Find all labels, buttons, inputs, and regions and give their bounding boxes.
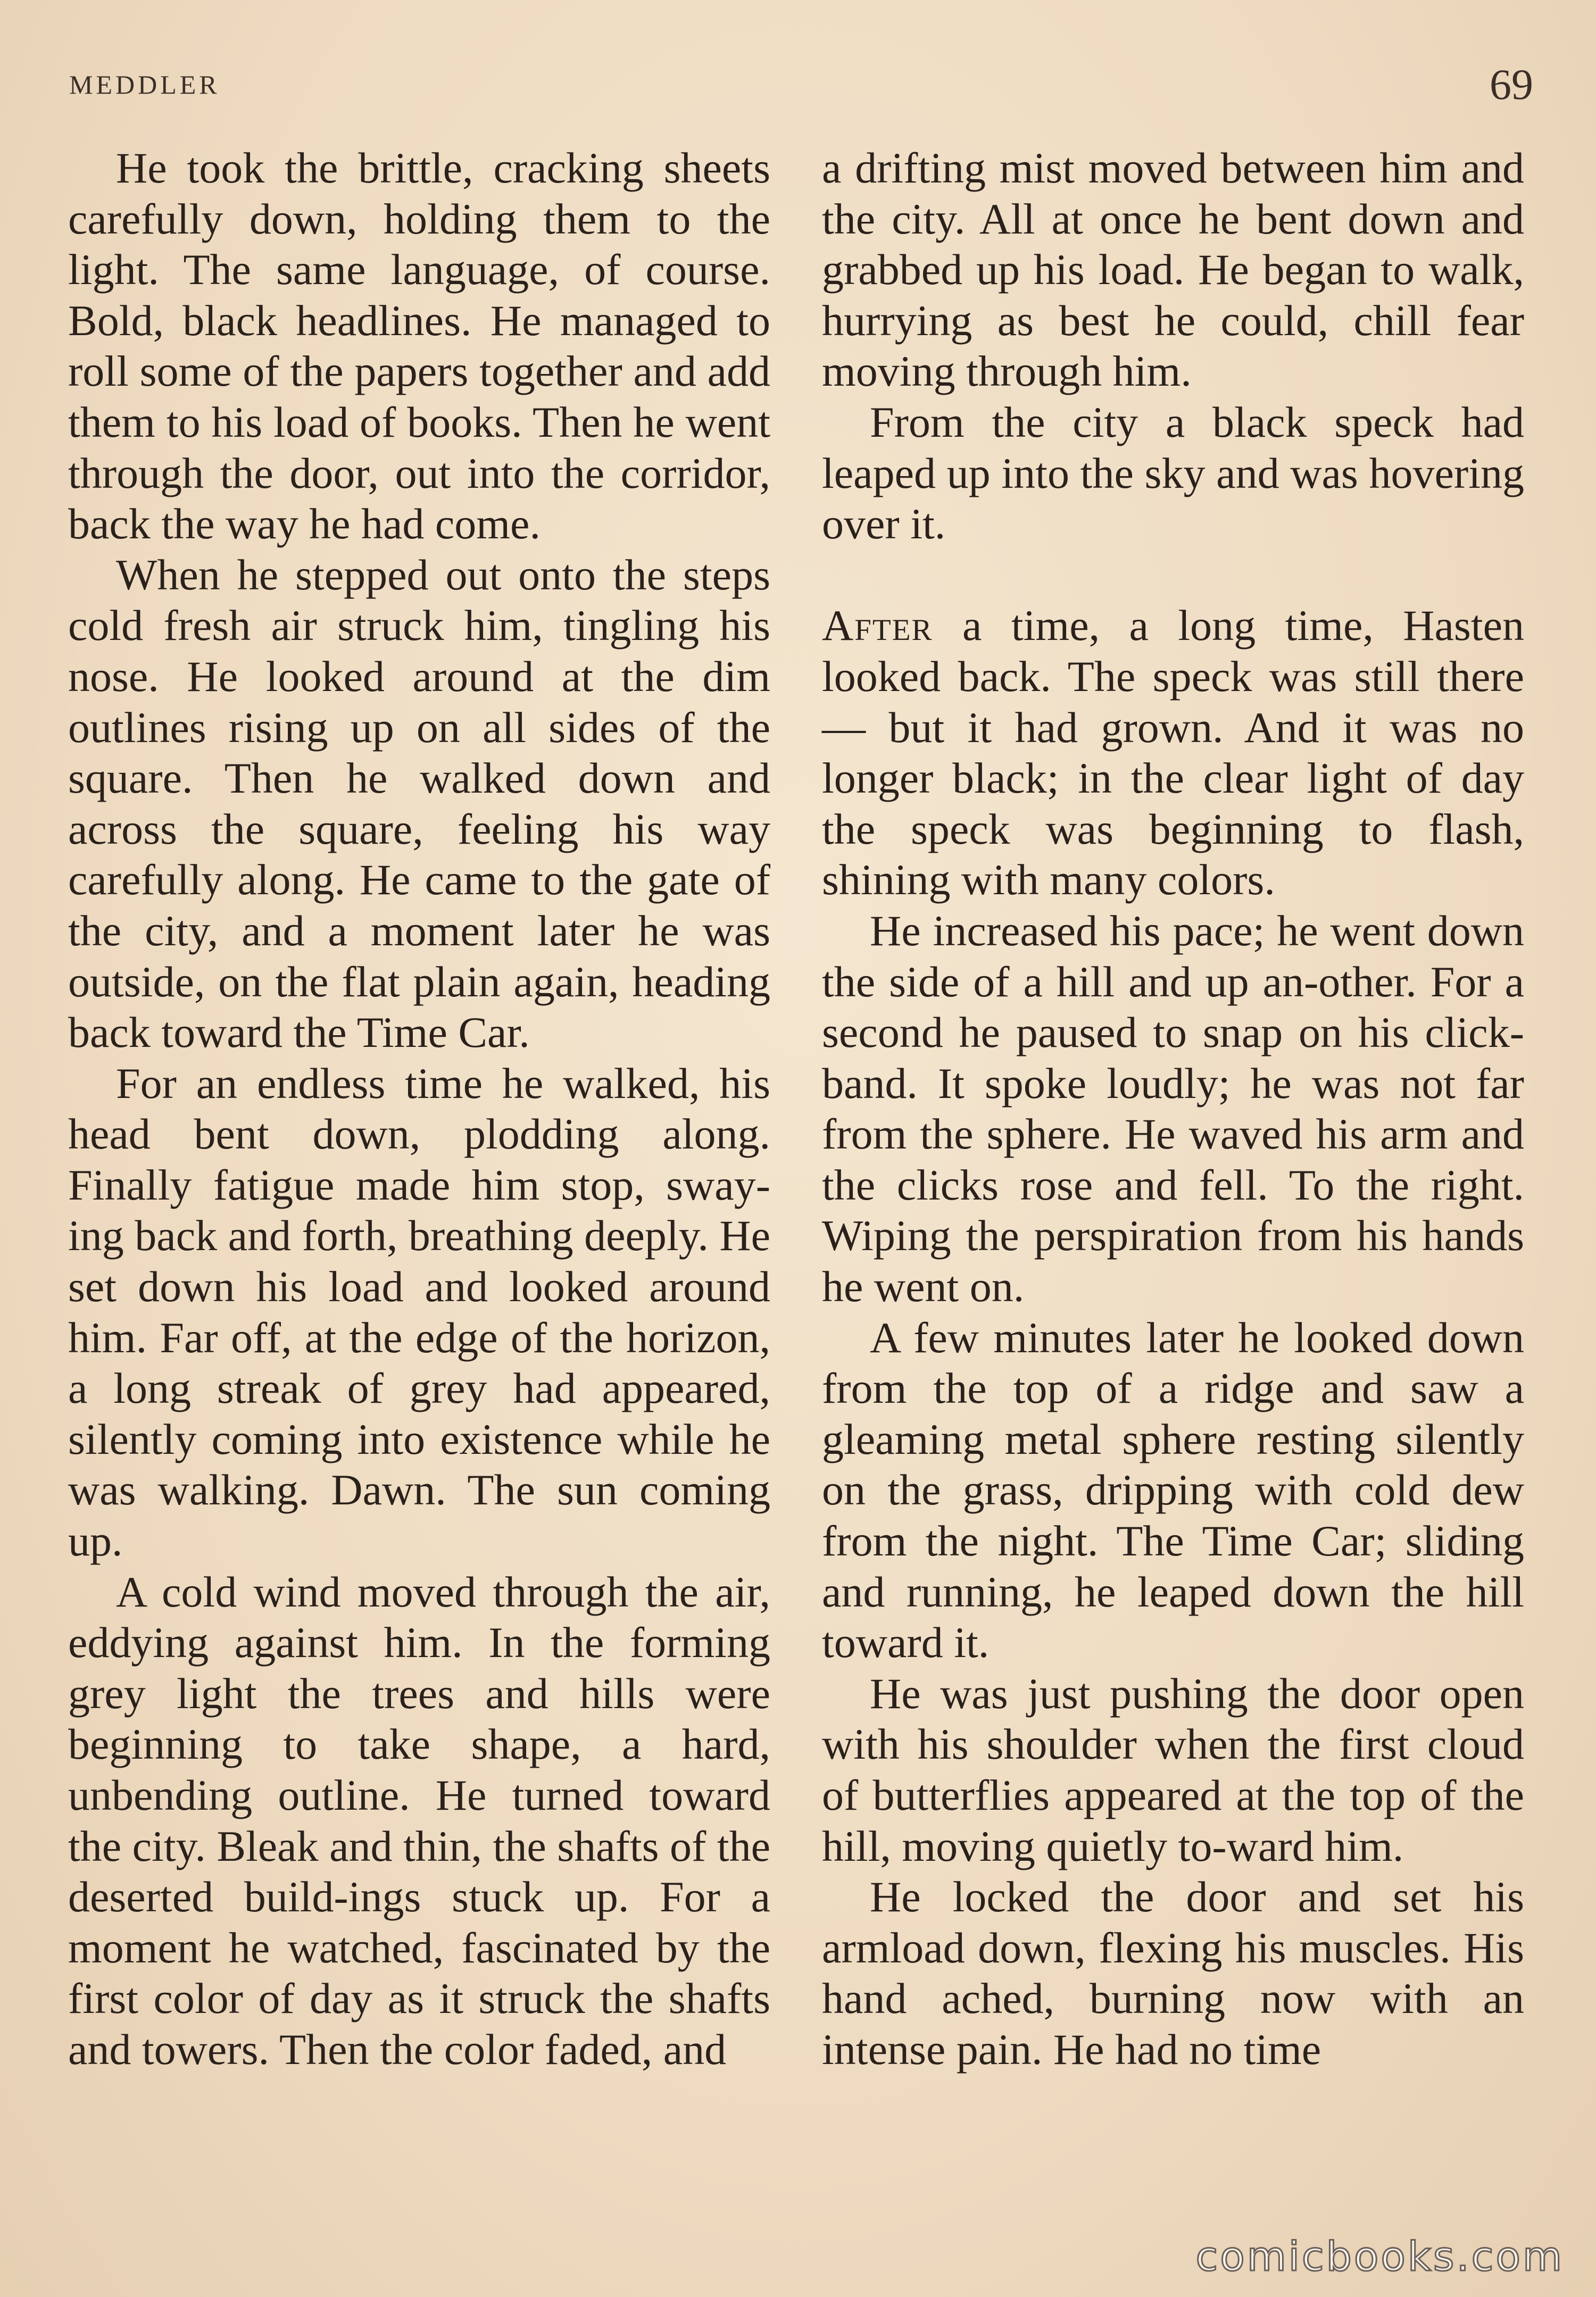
paragraph: A few minutes later he looked down from the top of a ridge and saw a gleaming metal sphere resting silently on the grass, dripping with cold dew from the night. The Time Car; sliding and running, he leaped down the hill toward it. xyxy=(822,1313,1524,1667)
paragraph: A cold wind moved through the air, eddying against him. In the forming grey light the trees and hills were beginning to take shape, a hard, unbending outline. He turned toward the city. Bleak and thin, the shafts of the deserted build-ings stuck up. For a moment he watched, fascinated by the first color of day as it struck the shafts and towers. Then the color faded, and xyxy=(68,1567,771,2074)
watermark-logo: comicbooks.com xyxy=(1195,2233,1564,2280)
paragraph: When he stepped out onto the steps cold fresh air struck him, tingling his nose. He looked around at the dim outlines rising up on all sides of the square. Then he walked down and across the square, feeling his way carefully along. He came to the gate of the city, and a moment later he was outside, on the flat plain again, heading back toward the Time Car. xyxy=(68,550,770,1057)
section-start-paragraph xyxy=(822,600,1524,905)
paragraph: From the city a black speck had leaped up into the sky and was hovering over it. xyxy=(822,397,1524,548)
page-number: 69 xyxy=(1490,60,1533,109)
paragraph-continuation: a drifting mist moved between him and the city. All at once he bent down and grabbed up his load. He began to walk, hurrying as best he could, chill fear moving through him. xyxy=(822,144,1524,396)
section-lead-rest: a time, a long time, Hasten looked back. The speck was still there — but it had grown. And it was no longer black; in the clear light of day the speck was beginning to flash, shining with many colors. xyxy=(822,601,1524,904)
right-column xyxy=(822,143,1524,2075)
paragraph: He was just pushing the door open with his shoulder when the first cloud of butterflies appeared at the top of the hill, moving quietly to-ward him. xyxy=(822,1669,1524,1870)
paragraph: He took the brittle, cracking sheets carefully down, holding them to the light. The same language, of course. Bold, black headlines. He managed to roll some of the papers together and add them to his load of books. Then he went through the door, out into the corridor, back the way he had come. xyxy=(68,144,770,548)
section-lead-word: After xyxy=(822,601,933,650)
left-column xyxy=(68,143,770,2075)
paragraph: He locked the door and set his armload down, flexing his muscles. His hand ached, burning now with an intense pain. He had no time xyxy=(822,1872,1524,2074)
paragraph: He increased his pace; he went down the side of a hill and up an-other. For a second he paused to snap on his click-band. It spoke loudly; he was not far from the sphere. He waved his arm and the clicks rose and fell. To the right. Wiping the perspiration from his hands he went on. xyxy=(822,906,1524,1311)
paragraph: For an endless time he walked, his head bent down, plodding along. Finally fatigue made him stop, sway-ing back and forth, breathing deeply. He set down his load and looked around him. Far off, at the edge of the horizon, a long streak of grey had appeared, silently coming into existence while he was walking. Dawn. The sun coming up. xyxy=(68,1059,770,1566)
running-head: MEDDLER xyxy=(69,70,220,99)
